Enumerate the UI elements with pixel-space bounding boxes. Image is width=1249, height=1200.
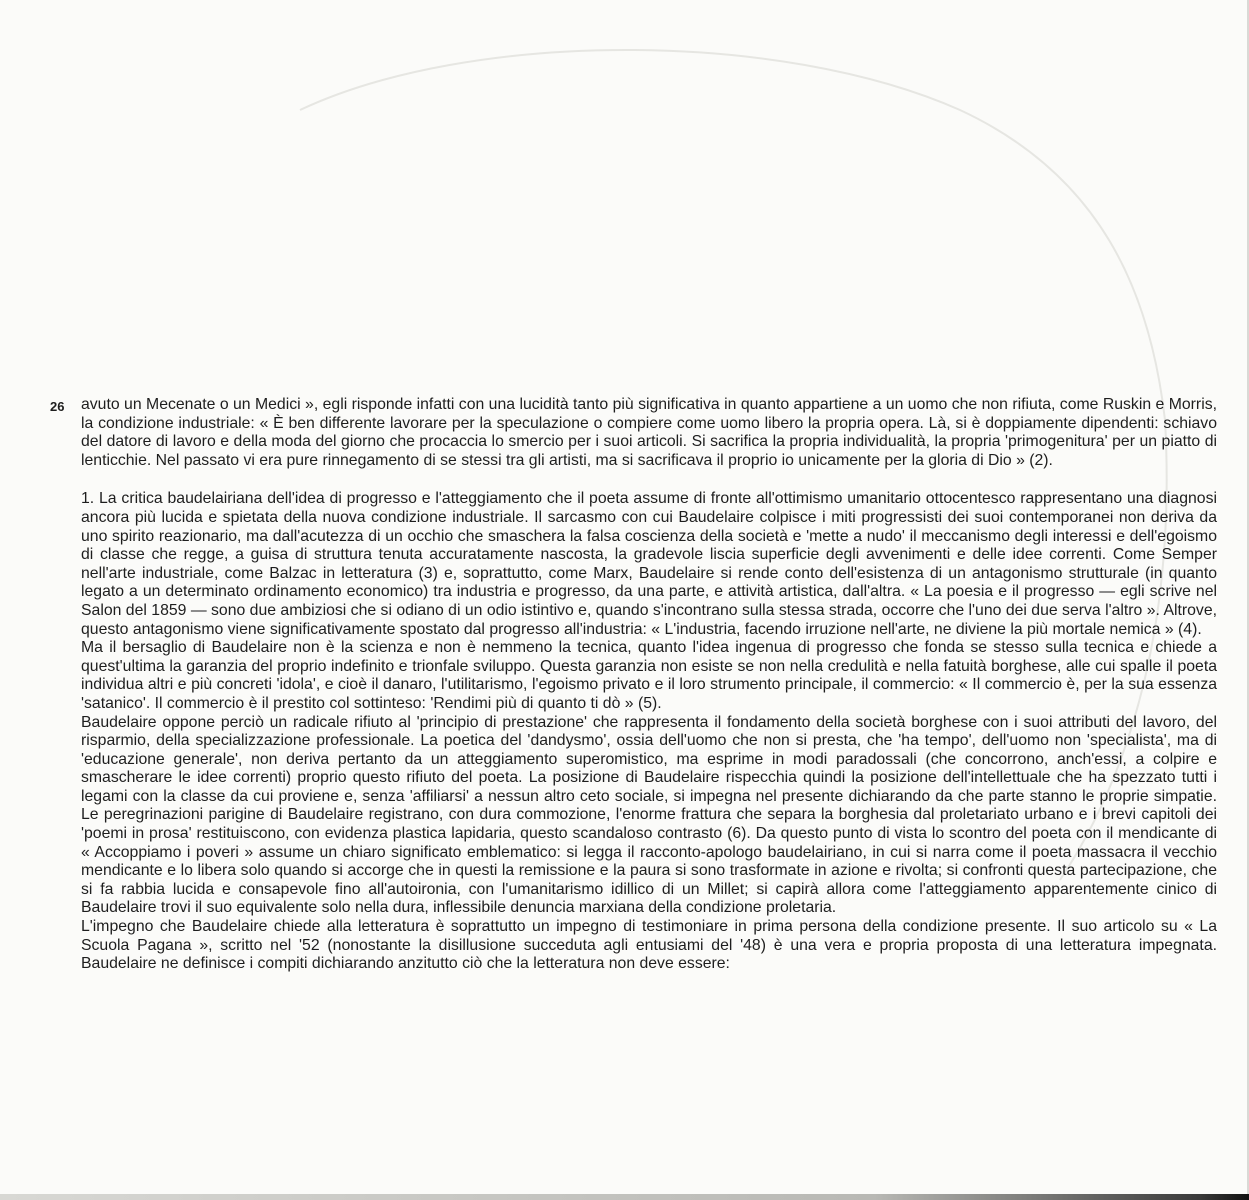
paragraph: Ma il bersaglio di Baudelaire non è la scienza e non è nemmeno la tecnica, quanto l'idea ingenua di progresso che fonda se stesso sulla tecnica e chiede a quest'ultima la garanzia del proprio indefinito e trionfale sviluppo. Questa garanzia non esiste se non nella credulità e nella fatuità borghese, alle cui spalle il poeta individua altri e più concreti 'idola', e cioè il danaro, l'utilitarismo, l'egoismo privato e il loro strumento principale, il commercio: « Il commercio è, per la sua essenza 'satanico'. Il commercio è il prestito col sottinteso: 'Rendimi più di quanto ti dò » (5). [81,639,1217,712]
paragraph: 1. La critica baudelairiana dell'idea di progresso e l'atteggiamento che il poeta assume di fronte all'ottimismo umanitario ottocentesco rappresentano una diagnosi ancora più lucida e spietata della nuova condizione industriale. Il sarcasmo con cui Baudelaire colpisce i miti progressisti dei suoi contemporanei non deriva da uno spirito reazionario, ma dall'acutezza di un occhio che smaschera la falsa coscienza della società e 'mette a nudo' il meccanismo degli interessi e dell'egoismo di classe che regge, a guisa di struttura tenuta accuratamente nascosta, la gradevole liscia superficie degli avvenimenti e delle idee correnti. Come Semper nell'arte industriale, come Balzac in letteratura (3) e, soprattutto, come Marx, Baudelaire si rende conto dell'esistenza di un antagonismo strutturale (in quanto legato a un determinato ordinamento economico) tra industria e progresso, da una parte, e attività artistica, dall'altra. « La poesia e il progresso — egli scrive nel Salon del 1859 — sono due ambiziosi che si odiano di un odio istintivo e, quando s'incontrano sulla stessa strada, occorre che l'uno dei due serva l'altro ». Altrove, questo antagonismo viene significativamente spostato dal progresso all'industria: « L'industria, facendo irruzione nell'arte, ne diviene la più mortale nemica » (4). [81,490,1217,638]
paragraph: Baudelaire oppone perciò un radicale rifiuto al 'principio di prestazione' che rappresenta il fondamento della società borghese con i suoi attributi del lavoro, del risparmio, della specializzazione professionale. La poetica del 'dandysmo', ossia dell'uomo che non si presta, che 'ha tempo', dell'uomo non 'specialista', ma di 'educazione generale', non deriva pertanto da un atteggiamento superomistico, ma esprime in modi paradossali (che concorrono, anch'essi, a colpire e smascherare le idee correnti) proprio questo rifiuto del poeta. La posizione di Baudelaire rispecchia quindi la posizione dell'intellettuale che ha spezzato tutti i legami con la classe da cui proviene e, senza 'affiliarsi' a nessun altro ceto sociale, si impegna nel presente dichiarando da che parte stanno le proprie simpatie. Le peregrinazioni parigine di Baudelaire registrano, con dura commozione, l'enorme frattura che separa la borghesia dal proletariato urbano e i brevi capitoli dei 'poemi in prosa' restituiscono, con evidenza plastica lapidaria, questo scandaloso contrasto (6). Da questo punto di vista lo scontro del poeta con il mendicante di « Accoppiamo i poveri » assume un chiaro significato emblematico: si legga il racconto-apologo baudelairiano, in cui si narra come il poeta massacra il vecchio mendicante e lo libera solo quando si accorge che in questi la remissione e la paura si sono trasformate in azione e rivolta; si confronti questa partecipazione, che si fa rabbia lucida e consapevole fino all'autoironia, con l'umanitarismo idillico di un Millet; si capirà allora come l'atteggiamento apparentemente cinico di Baudelaire trovi il suo equivalente solo nella dura, inflessibile denuncia marxiana della condizione proletaria. [81,713,1217,917]
page-edge-bottom [0,1194,1249,1200]
paragraph: avuto un Mecenate o un Medici », egli risponde infatti con una lucidità tanto più significativa in quanto appartiene a un uomo che non rifiuta, come Ruskin e Morris, la condizione industriale: « È ben differente lavorare per la speculazione o compiere come uomo libero la propria opera. Là, si è doppiamente dipendenti: schiavo del datore di lavoro e della moda del giorno che procaccia lo smercio per i suoi articoli. Si sacrifica la propria individualità, la propria 'primogenitura' per un piatto di lenticchie. Nel passato vi era pure rinnegamento di se stessi tra gli artisti, ma si sacrificava il proprio io unicamente per la gloria di Dio » (2). [81,396,1217,469]
body-text [81,396,1217,974]
paragraph: L'impegno che Baudelaire chiede alla letteratura è soprattutto un impegno di testimoniare in prima persona della condizione presente. Il suo articolo su « La Scuola Pagana », scritto nel '52 (nonostante la disillusione succeduta agli entusiami del '48) è una vera e propria proposta di una letteratura impegnata. Baudelaire ne definisce i compiti dichiarando anzitutto ciò che la letteratura non deve essere: [81,918,1217,973]
page-number: 26 [50,399,65,414]
